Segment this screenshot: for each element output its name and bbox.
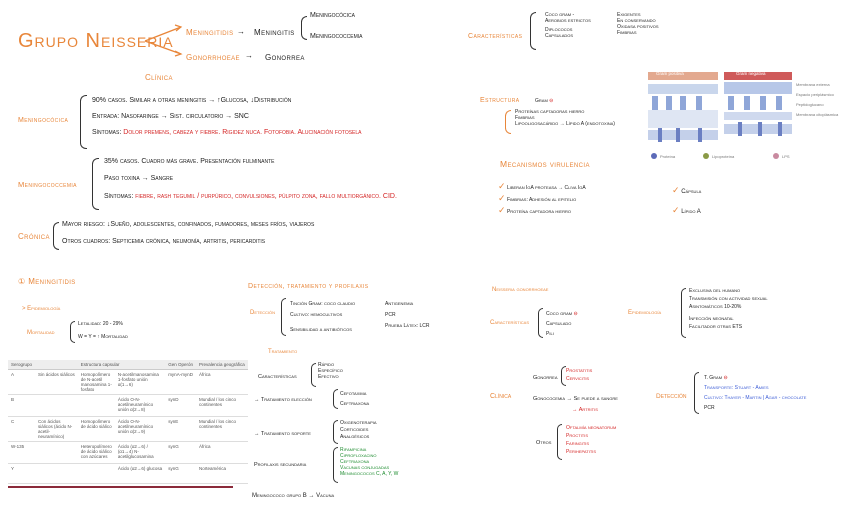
table-cell: Con ácidos siálicos (ácido N-acetil-neuramínico): [35, 417, 78, 442]
profilaxis-item: Meningococos C, A, Y, W: [340, 471, 399, 477]
diagram-label: Membrana citoplásmica: [796, 112, 839, 117]
meningococica-top: Meningocócica: [310, 12, 356, 19]
gonorrea-item: Prostatitis: [566, 368, 593, 374]
gram-pos-label: Gram positiva: [656, 71, 684, 76]
serogroup-table-grid: [8, 360, 248, 484]
brace: [70, 321, 75, 343]
det2-item: PCR: [704, 405, 715, 411]
epidemiologia-label: > Epidemiología: [22, 306, 61, 312]
meningitidis-label: Meningitidis: [186, 28, 234, 37]
estructura-gram: [535, 98, 553, 104]
gonorrea-items: [566, 367, 592, 383]
gono-carac-item: Coco gram ⊖: [546, 311, 578, 317]
table-cell: synG: [165, 464, 196, 484]
tratamiento-label: Tratamiento: [268, 349, 298, 355]
epi-item: Asintomáticos 10-20%: [689, 304, 742, 310]
arrow-icon: →: [237, 27, 246, 36]
cronica-label: Crónica: [18, 232, 50, 241]
gonorrea-label: Gonorrea: [265, 53, 305, 62]
profilaxis-label: Profilaxis secundaria: [254, 462, 307, 468]
table-cell: Homopolímero de ácido siálico: [78, 417, 115, 442]
profilaxis-item: Rifampicina: [340, 447, 367, 453]
epi-item: Transmisión con actividad sexual: [689, 296, 768, 302]
gonorrhoeae-heading: Neisseria gonorrhoeae: [492, 287, 549, 293]
cronica-line2: Otros cuadros: Septicemia crónica, neumonía, artritis, pericarditis: [62, 238, 266, 245]
artritis-line: → Artritis: [572, 407, 598, 413]
minus-icon: ⊖: [723, 375, 728, 381]
trat-item: Analgésicos: [340, 434, 370, 440]
table-row: [8, 370, 248, 395]
virulencia-item: ✓ Cápsula: [672, 185, 702, 195]
table-header-row: [8, 360, 248, 370]
mortalidad-line2: W = Y = ↑ Mortalidad: [78, 334, 128, 340]
gram-label: Gram: [535, 98, 548, 104]
table-cell: África: [196, 442, 248, 464]
table-row: [8, 464, 248, 484]
trat-item: Ceftriaxona: [340, 401, 370, 407]
table-cell: N-acetilmanosamina 1-fosfato unión α(1→6): [115, 370, 165, 395]
estructura-item: Lipooligosacárido → Lípido A (endotoxina): [515, 121, 615, 127]
table-cell: A: [8, 370, 35, 395]
virulencia-heading: Mecanismos virulencia: [500, 159, 590, 169]
profilaxis-item: Ceftriaxona: [340, 459, 370, 465]
serogroup-table: [8, 360, 245, 488]
cell-wall-diagram: [648, 72, 840, 164]
caracteristicas-col2: [617, 12, 659, 36]
trat-item: Cefotaxima: [340, 391, 367, 397]
brace: [694, 372, 699, 414]
trat-item: Corticoides: [340, 427, 369, 433]
det2-item: T. Gram ⊖: [704, 375, 728, 381]
table-cell: Sin ácidos siálicos: [35, 370, 78, 395]
meningococcemia-line2: Paso toxina → Sangre: [104, 175, 174, 182]
carac-label: Características: [258, 374, 297, 380]
brace: [538, 308, 543, 338]
arrow-icon: →: [245, 51, 254, 60]
otros-item: Perihepatitis: [566, 449, 597, 455]
caracteristicas-heading: Características: [468, 33, 523, 40]
carac-item: Rápido: [318, 362, 335, 368]
brace: [505, 110, 511, 134]
deteccion-label: Detección: [250, 310, 276, 316]
diagram-label: LPS: [782, 154, 790, 159]
table-cell: C: [8, 417, 35, 442]
deteccion-item: Sensibilidad a antibióticos: [290, 327, 352, 333]
table-cell: mynA-mynD: [165, 370, 196, 395]
table-cell: [78, 395, 115, 417]
brace: [311, 363, 316, 387]
trat-eleccion-items: [340, 389, 369, 409]
table-cell: B: [8, 395, 35, 417]
table-header-cell: Gen Operón: [165, 360, 196, 370]
meningococica-line3: [92, 129, 362, 136]
table-row: [8, 442, 248, 464]
carac-item: Capsulados: [545, 33, 574, 39]
gonorrhoeae-label: Gonorrhoeae: [186, 53, 240, 62]
table-cell: Y: [8, 464, 35, 484]
carac-item: Específico: [318, 368, 343, 374]
mortalidad-line1: Letalidad: 20 - 29%: [78, 321, 123, 327]
gono-epi-label: Epidemiología: [628, 310, 662, 316]
brace: [530, 12, 536, 50]
deteccion-heading: Detección, tratamiento y profilaxis: [248, 283, 369, 290]
diagram-label: Lipoproteína: [712, 154, 735, 159]
brace: [681, 288, 686, 338]
profilaxis-items: [340, 447, 398, 477]
diagram-label: Peptidoglucano: [796, 102, 824, 107]
page-title: Grupo Neisseria: [18, 30, 174, 52]
table-cell: Mundial / los cinco continentes: [196, 395, 248, 417]
carac-item: En conservando: [617, 18, 656, 24]
deteccion-item: Cultivo: hemocultivos: [290, 312, 343, 318]
brace: [53, 222, 59, 250]
otros-item: Faringitis: [566, 441, 590, 447]
trat-item: Oxigenoterapia: [340, 420, 377, 426]
epi-item: Facilitador otras ETS: [689, 324, 743, 330]
table-cell: synD: [165, 395, 196, 417]
deteccion-item: Tinción Gram: coco claudio: [290, 301, 356, 307]
clinica-heading: Clínica: [145, 73, 173, 82]
minus-icon: ⊖: [573, 311, 578, 317]
diagram-label: Espacio periplásmico: [796, 92, 834, 97]
table-header-cell: Serogrupo: [8, 360, 35, 370]
deteccion2-heading: Detección: [656, 393, 687, 400]
table-row: [8, 395, 248, 417]
deteccion-list-right: [385, 299, 430, 332]
carac-item: Oxidasa positivos: [617, 24, 659, 30]
diagram-legend: [796, 80, 838, 120]
gonococemia-line: Gonococemia → Se puede a sangre: [533, 396, 618, 402]
table-cell: [35, 442, 78, 464]
carac-item: Efectivo: [318, 374, 339, 380]
table-rule: [8, 486, 233, 488]
gonorrea-item: Cervicitis: [566, 376, 590, 382]
table-cell: [35, 464, 78, 484]
det2-item: Cultivo: Thayer - Martin | Agar - chocolate: [704, 395, 807, 401]
epi-item: Infección neonatal: [689, 316, 734, 322]
table-cell: synG: [165, 442, 196, 464]
gono-carac-items: [546, 309, 578, 339]
carac-item: Aerobios estrictos: [545, 18, 591, 24]
gono-carac-item: Capsulado: [546, 321, 572, 327]
virulencia-item: ✓ Lípido A: [672, 205, 701, 215]
mortalidad-label: Mortalidad: [27, 330, 55, 336]
deteccion-item: PCR: [385, 312, 396, 318]
gono-carac-item: Pili: [546, 331, 554, 337]
virulencia-item: ✓ Proteína captadora hierro: [498, 205, 571, 215]
diagram-label: Membrana externa: [796, 82, 830, 87]
deteccion-list: [290, 299, 355, 336]
estructura-item: Fimbrias: [515, 115, 535, 121]
branch-arrow-icon: [143, 24, 183, 58]
carac-item: Exigentes: [617, 12, 641, 18]
table-row: [8, 417, 248, 442]
meningitidis-heading: ① Meningitidis: [18, 277, 76, 286]
vacuna-line: Meningococo grupo B → Vacuna: [252, 493, 335, 499]
meningococica-line2: Entrada: Nasofaringe → Sist. circulatorio → SNC: [92, 113, 249, 120]
clinica2-heading: Clínica: [490, 393, 512, 400]
minus-icon: ⊖: [549, 98, 554, 104]
profilaxis-item: Vacunas conjugadas: [340, 465, 390, 471]
brace: [92, 158, 99, 210]
det2-item: Transporte: Stuart - Amies: [704, 385, 769, 391]
diagram-label: Proteína: [660, 154, 676, 159]
table-cell: synE: [165, 417, 196, 442]
carac-item: Coco gram -: [545, 12, 575, 18]
table-cell: Ácido (α2→6) glucosa: [115, 464, 165, 484]
meningococica-line1: 90% casos. Similar a otras meningitis → ↑Glucosa, ↓Distribución: [92, 97, 292, 104]
carac-item: Diplococos: [545, 27, 573, 33]
gono-epi-items: [689, 287, 768, 331]
brace: [80, 95, 87, 149]
virulencia-item: ✓ Fimbrias: Adhesión al epitelio: [498, 193, 577, 203]
meningitis-label: Meningitis: [254, 28, 295, 37]
brace: [281, 298, 286, 336]
brace: [333, 420, 338, 444]
table-header-cell: Estructura capsular: [35, 360, 165, 370]
table-cell: Norteamérica: [196, 464, 248, 484]
deteccion-item: Antigenemia: [385, 301, 414, 307]
meningococcemia-line3: [104, 193, 397, 200]
estructura-heading: Estructura: [480, 97, 520, 104]
sintomas-text: Dolor premens, cabeza y fiebre. Rigidez nuca. Fotofobia. Alucinación fotosela: [123, 129, 362, 136]
table-header-cell: Prevalencia geográfica: [196, 360, 248, 370]
virulencia-left: [498, 181, 586, 217]
meningococcemia-label: Meningococcemia: [18, 180, 77, 189]
trat-eleccion: → Tratamiento elección: [254, 397, 312, 403]
gonorrea-label: Gonorrea: [533, 375, 558, 381]
table-cell: [78, 464, 115, 484]
otros-item: Oftalmía neonatorum: [566, 425, 617, 431]
meningococcemia-top: Meningococcemia: [310, 33, 363, 40]
table-cell: [35, 395, 78, 417]
meningococica-label: Meningocócica: [18, 117, 69, 124]
cronica-line1: Mayor riesgo: ↓Sueño, adolescentes, confinados, fumadores, meses fríos, viajeros: [62, 221, 315, 228]
table-cell: Ácido O-N-acetilneuramínico unión α(2→8): [115, 395, 165, 417]
otros-label: Otros: [536, 440, 552, 446]
table-cell: África: [196, 370, 248, 395]
brace: [557, 424, 562, 460]
carac-items: [318, 362, 343, 380]
table-cell: Ácido (α2→6) / (α1→4) N-acetilglucosamina: [115, 442, 165, 464]
sintomas-prefix: Síntomas:: [104, 193, 134, 200]
otros-item: Proctitis: [566, 433, 589, 439]
brace: [333, 389, 338, 409]
profilaxis-item: Ciprofloxacino: [340, 453, 377, 459]
brace: [301, 16, 307, 40]
table-cell: Mundial / los cinco continentes: [196, 417, 248, 442]
deteccion2-items: [704, 373, 806, 413]
estructura-items: [515, 109, 615, 127]
table-cell: Homopolímero de N-acetil manosamina 1-fosfato: [78, 370, 115, 395]
meningococcemia-line1: 35% casos. Cuadro más grave. Presentación fulminante: [104, 158, 275, 165]
brace: [333, 447, 338, 483]
trat-soporte: → Tratamiento soporte: [254, 431, 311, 437]
sintomas-text: fiebre, rash tegumil / purpúrico, convulsiones, púlpito zona, fallo multiorgánico. CID.: [135, 193, 397, 200]
virulencia-right: [672, 181, 701, 221]
trat-soporte-items: [340, 420, 377, 441]
carac-item: Fimbrias: [617, 30, 637, 36]
virulencia-item: ✓ Liberan IgA proteasa → Cliva IgA: [498, 181, 586, 191]
table-cell: Ácido O-N-acetilneuramínico unión α(2→9): [115, 417, 165, 442]
estructura-item: Proteínas captadoras hierro: [515, 109, 585, 115]
caracteristicas-col1: [545, 12, 591, 39]
otros-items: [566, 424, 616, 456]
gram-neg-label: Gram negativa: [736, 71, 766, 76]
table-cell: W-135: [8, 442, 35, 464]
epi-item: Exclusiva del humano: [689, 288, 741, 294]
sintomas-prefix: Síntomas:: [92, 129, 122, 136]
gono-carac-label: Características: [490, 320, 530, 326]
deteccion-item: Prueba Látex: LCR: [385, 323, 430, 329]
table-cell: Heteropolímero de ácido siálico con azúcares: [78, 442, 115, 464]
